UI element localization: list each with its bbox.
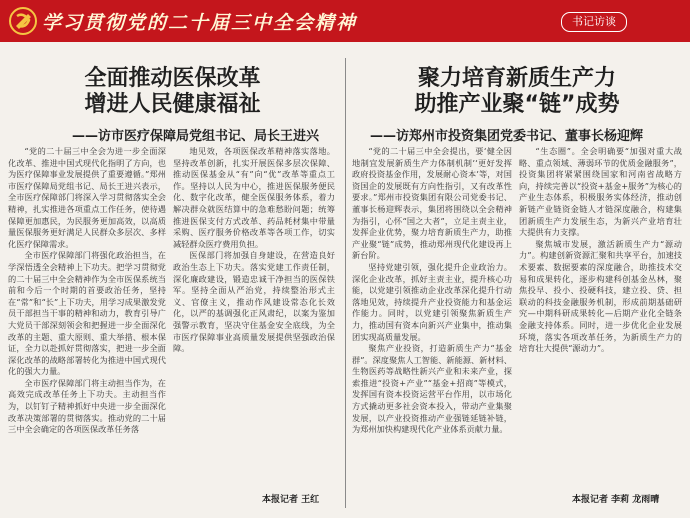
banner [0,0,690,42]
left-article-col2 [173,146,335,486]
paragraph: 全市医疗保障部门将主动担当作为，在高效完成改革任务上下功夫。主动担当作为，以钉钉子精神抓好中央进一步全面深化改革决策部署的贯彻落实。推动党的二十届三中全会确定的各项医保改革任务落 [8,377,166,435]
left-subtitle: ——访市医疗保障局党组书记、局长王进兴 [72,129,320,144]
paragraph: 聚焦城市发展，激活新质生产力“源动力”。构建创新资源汇聚和共享平台，加速技术要素、数据要素的深度融合，助推技术交易和成果转化，逐步构建科创基金丛林，聚焦投早、投小、投硬科技，建立投、贷、担联动的科技金融服务机制，形成前期基础研究—中期科研成果转化—后期产业化全链条金融支持体系。同时，进一步优化企业发展环境，落实各项改革任务，为新质生产力的培育壮大提供“源动力”。 [519,238,682,354]
paragraph: 全市医疗保障部门将强化政治担当，在学深悟透全会精神上下功夫。把学习贯彻党的二十届三中全会精神作为全市医保系统当前和今后一个时期的首要政治任务，坚持在“常”和“长”上下功夫，用学习成果激发党员干部担当干事的精神和动力，教育引导广大党员干部深刻领会和把握进一步全面深化改革的主题、重大原则、重大举措、根本保证，全力以赴抓好贯彻落实，把进一步全面深化改革的战略部署转化为推进中国式现代化的强大力量。 [8,250,166,377]
column-tag: 书记访谈 [561,12,627,32]
paragraph: “党的二十届三中全会提出，要‘健全因地制宜发展新质生产力体制机制’‘更好发挥政府投资基金作用，发展耐心资本’等，对国资国企的发展既有方向性指引，又有改革性要求。”郑州市投资集团有限公司党委书记、董事长杨迎辉表示，集团将围绕以全会精神为指引，心怀“国之大者”，立足主责主业，发挥企业优势，聚力培育新质生产力，助推产业聚“链”成势，推动郑州现代化建设再上新台阶。 [352,146,512,261]
paragraph: “党的二十届三中全会为进一步全面深化改革、推进中国式现代化指明了方向，也为医疗保障事业发展提供了重要遵循。”郑州市医疗保障局党组书记、局长王进兴表示，全市医疗保障部门将深入学习贯彻落实全会精神，扎实推进各项重点工作任务，使待遇保障更加惠民，为民服务更加高效，以高质量医保服务更好满足人民群众多层次、多样化医疗保障需求。 [8,146,166,249]
paragraph: 地见效，各项医保改革精神落实落地。坚持改革创新，扎实开展医保多层次保障、推动医保基金从“有”向“优”改革等重点工作。坚持以人民为中心，推进医保服务便民化、数字化改革，健全医保服务体系，着力解决群众就医结算中的急难愁盼问题；统筹推进医保支付方式改革、药品耗材集中带量采购、医疗服务价格改革等各项工作，切实减轻群众医疗费用负担。 [173,146,335,249]
left-byline: 本报记者 王红 [262,495,320,505]
right-headline-line1: 聚力培育新质生产力 [417,66,616,91]
right-headline-line2: 助推产业聚“链”成势 [414,92,620,117]
right-subtitle: ——访郑州市投资集团党委书记、董事长杨迎辉 [370,129,644,144]
column-divider [345,58,346,508]
left-article-col1 [8,146,166,503]
paragraph: 坚持党建引领，强化提升企业政治力。深化企业改革，抓好主责主业，提升核心功能，以党建引领推动企业改革深化提升行动落地见效，持续提升产业投资能力和基金运作能力。同时，以党建引领聚焦新质生产力，推动国有资本向新兴产业集中，推动集团实现高质量发展。 [352,261,512,342]
right-article-col1 [352,146,512,506]
left-headline-line2: 增进人民健康福祉 [84,92,261,117]
right-article-col2 [519,146,682,486]
left-headline [10,66,335,118]
right-byline: 本报记者 李莉 龙雨晴 [572,495,660,505]
paragraph: “生态圈”。全会明确要“加强对重大战略、重点领域、薄弱环节的优质金融服务”，投资集团将紧紧围绕国家和河南省战略方向，持续完善以“投资+基金+服务”为核心的产业生态体系，积极服务实体经济，推动创新链产业链资金链人才链深度融合，构建集团新质生产力发展生态，为新兴产业培育壮大提供有力支撑。 [519,146,682,238]
paragraph: 聚焦产业投资，打造新质生产力“基金群”。深度聚焦人工智能、新能源、新材料、生物医药等战略性新兴产业和未来产业，探索推进“投资+产业”“基金+招商”等模式，发挥国有资本投资运营平台作用，以市场化方式撬动更多社会资本投入，带动产业集聚发展，以产业投资推动产业强链延链补链，为郑州加快构建现代化产业体系贡献力量。 [352,343,512,435]
banner-title: 学习贯彻党的二十届三中全会精神 [42,12,358,34]
left-headline-line1: 全面推动医保改革 [84,66,261,91]
party-emblem-icon [8,6,38,36]
paragraph: 医保部门将加强自身建设，在营造良好政治生态上下功夫。落实党建工作责任制，深化廉政建设，锻造忠诚干净担当的医保铁军。坚持全面从严治党，持续整治形式主义、官僚主义，推动作风建设常态化长效化，以严的基调强化正风肃纪，以案为鉴加强警示教育，坚决守住基金安全底线，为全市医疗保障事业高质量发展提供坚强政治保障。 [173,250,335,354]
right-headline [352,66,682,118]
